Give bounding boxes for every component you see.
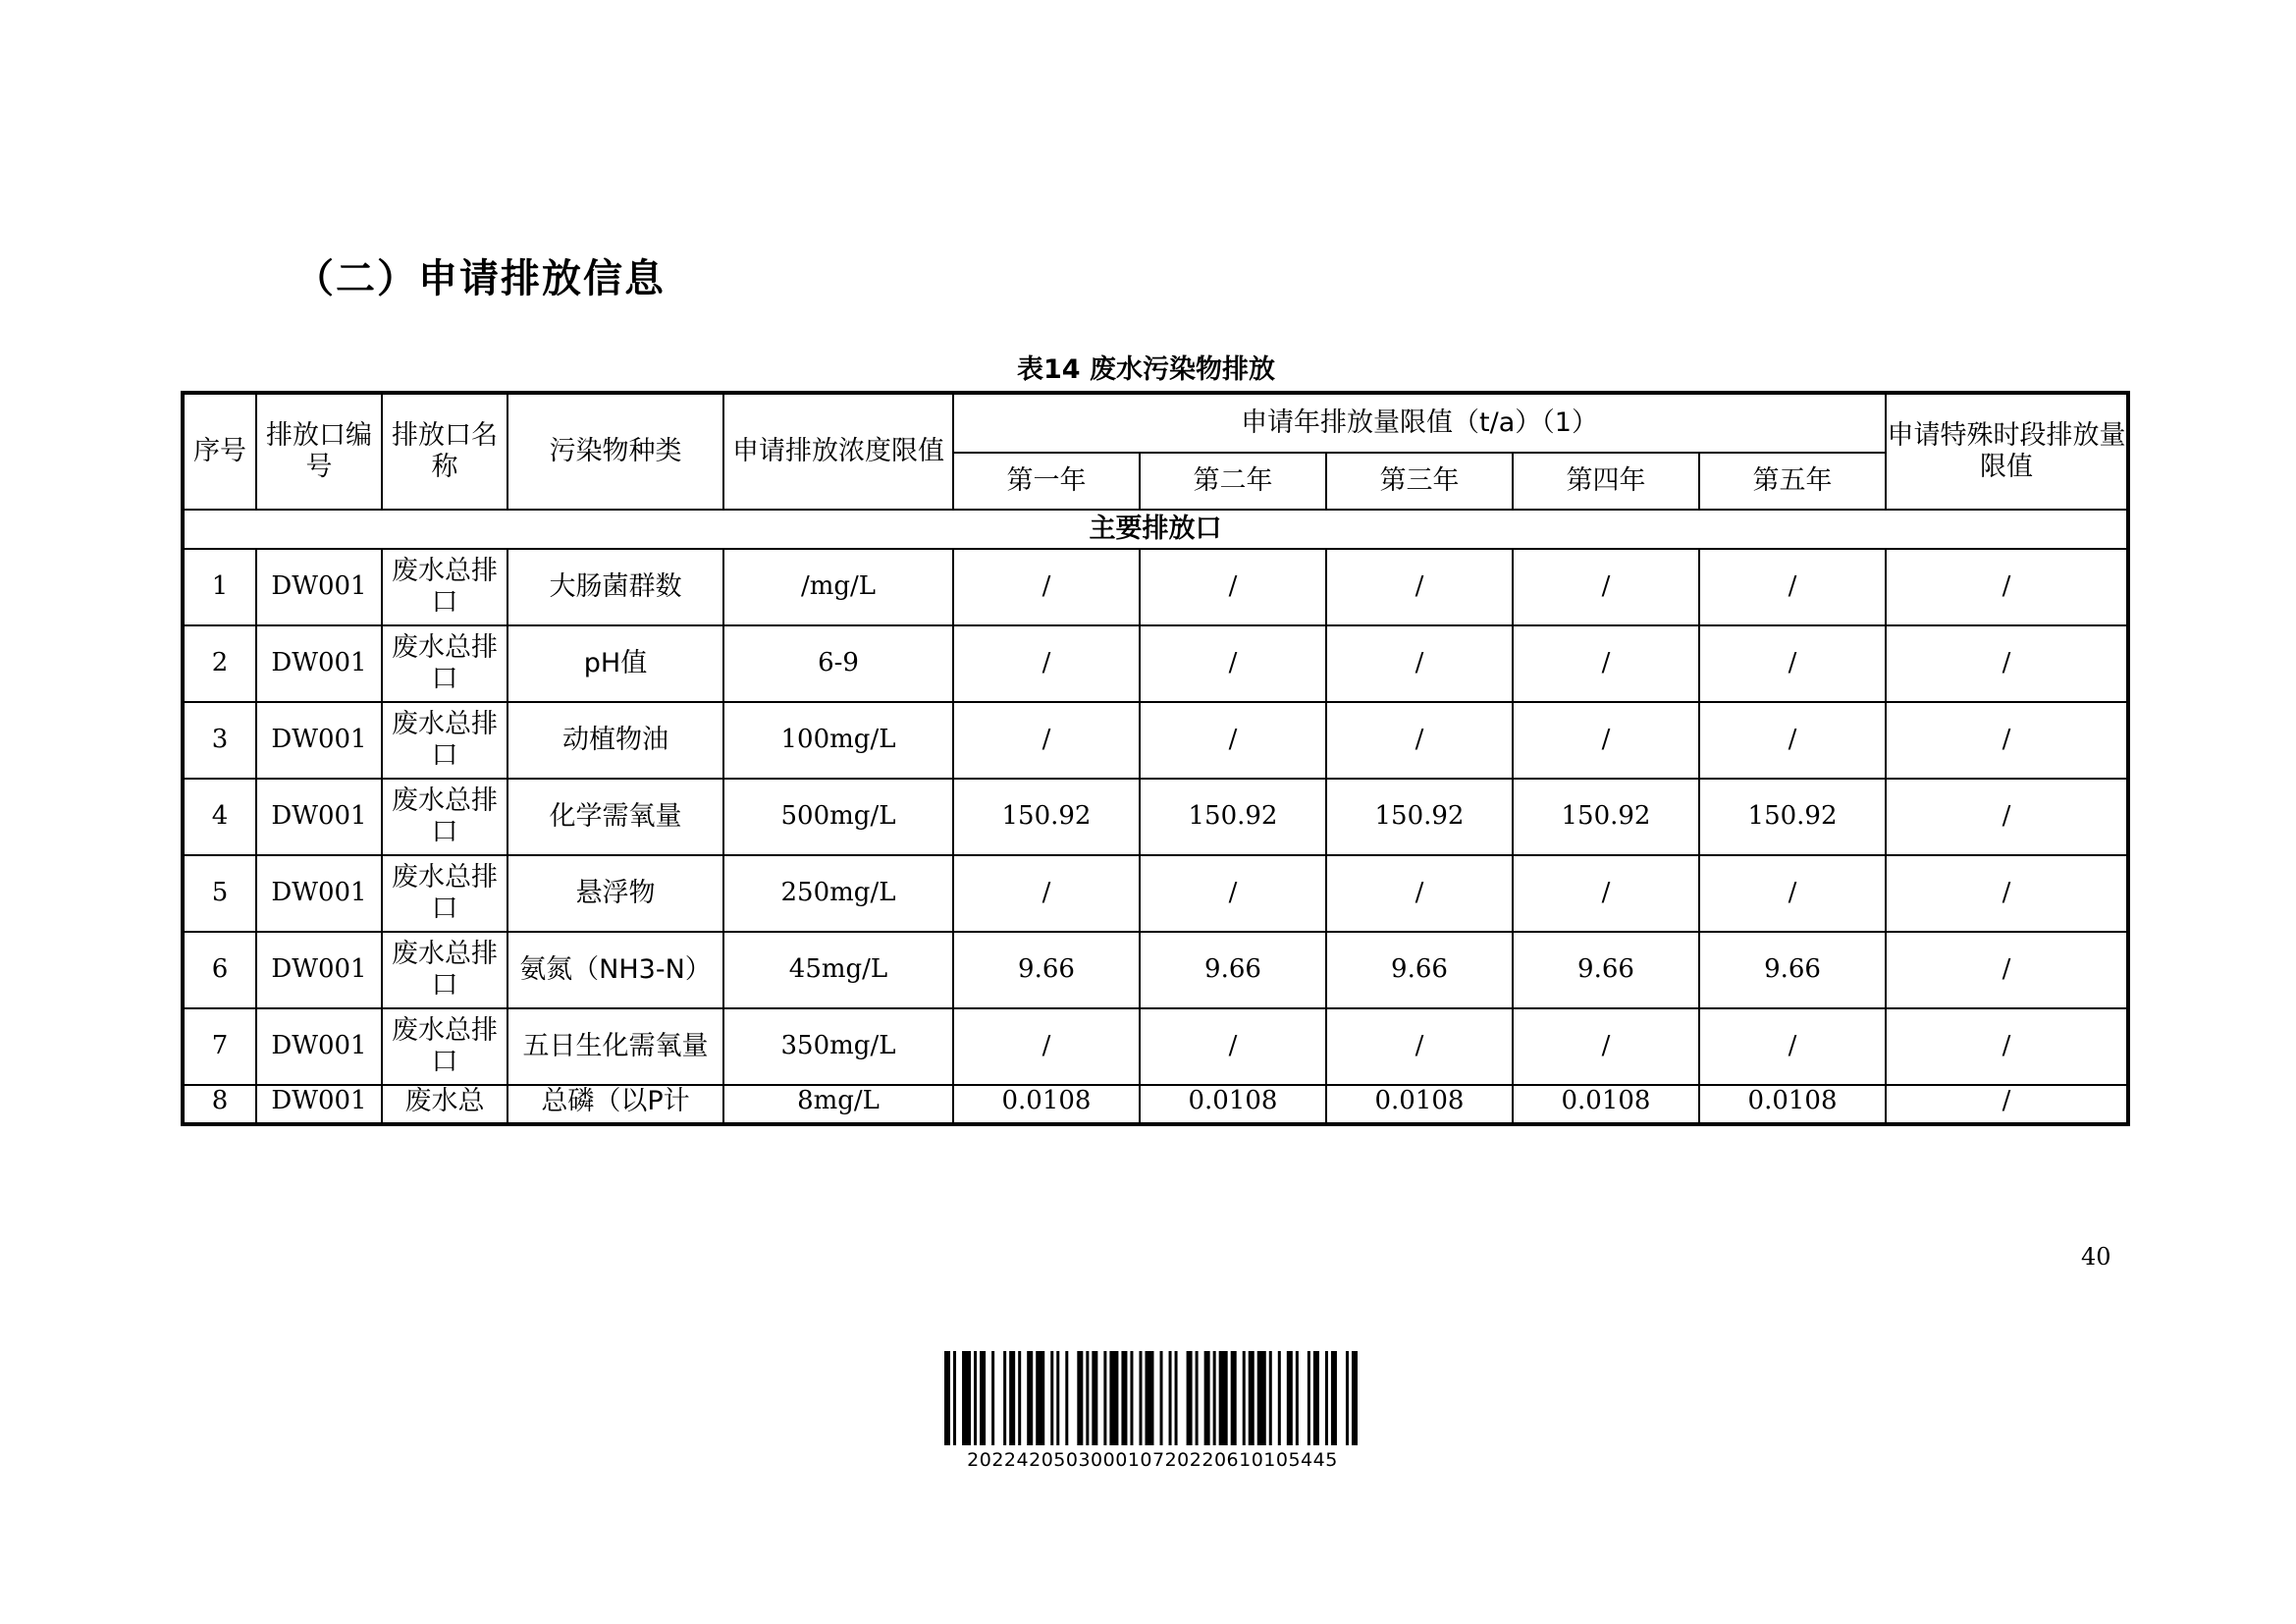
- cell-seq: 2: [183, 625, 256, 702]
- cell-pollutant: 总磷（以P计: [507, 1085, 723, 1124]
- cell-y1: 150.92: [953, 779, 1140, 855]
- cell-pollutant: 大肠菌群数: [507, 549, 723, 625]
- barcode-icon: [944, 1351, 1361, 1445]
- cell-concentration: 8mg/L: [723, 1085, 953, 1124]
- cell-seq: 4: [183, 779, 256, 855]
- cell-seq: 1: [183, 549, 256, 625]
- header-year-5: 第五年: [1699, 453, 1886, 510]
- cell-y1: /: [953, 702, 1140, 779]
- cell-y1: 0.0108: [953, 1085, 1140, 1124]
- cell-y3: 0.0108: [1326, 1085, 1513, 1124]
- cell-seq: 3: [183, 702, 256, 779]
- cell-special: /: [1886, 1008, 2128, 1085]
- cell-y2: /: [1140, 702, 1326, 779]
- header-concentration: 申请排放浓度限值: [723, 393, 953, 510]
- cell-special: /: [1886, 1085, 2128, 1124]
- table-row: [183, 549, 2128, 625]
- cell-y4: 9.66: [1513, 932, 1699, 1008]
- section-heading: （二）申请排放信息: [294, 256, 666, 301]
- header-row-1: [183, 393, 2128, 453]
- cell-y3: 9.66: [1326, 932, 1513, 1008]
- cell-pollutant: pH值: [507, 625, 723, 702]
- cell-outlet-id: DW001: [256, 625, 382, 702]
- cell-outlet-id: DW001: [256, 1085, 382, 1124]
- cell-y3: /: [1326, 1008, 1513, 1085]
- table-row: [183, 702, 2128, 779]
- cell-outlet-id: DW001: [256, 1008, 382, 1085]
- cell-concentration: 100mg/L: [723, 702, 953, 779]
- cell-y2: 0.0108: [1140, 1085, 1326, 1124]
- page-number: 40: [2081, 1243, 2111, 1271]
- header-special: 申请特殊时段排放量限值: [1886, 393, 2128, 510]
- table-row: [183, 1008, 2128, 1085]
- cell-y2: /: [1140, 625, 1326, 702]
- cell-seq: 8: [183, 1085, 256, 1124]
- cell-outlet-name: 废水总排口: [382, 855, 507, 932]
- header-year-2: 第二年: [1140, 453, 1326, 510]
- wastewater-emission-table: [181, 391, 2130, 1126]
- cell-y3: /: [1326, 855, 1513, 932]
- cell-seq: 7: [183, 1008, 256, 1085]
- cell-pollutant: 化学需氧量: [507, 779, 723, 855]
- cell-y4: /: [1513, 1008, 1699, 1085]
- cell-outlet-id: DW001: [256, 702, 382, 779]
- cell-special: /: [1886, 549, 2128, 625]
- table-row: [183, 779, 2128, 855]
- cell-concentration: 250mg/L: [723, 855, 953, 932]
- cell-y2: /: [1140, 549, 1326, 625]
- cell-y1: /: [953, 625, 1140, 702]
- header-outlet-name: 排放口名称: [382, 393, 507, 510]
- barcode-number: 20224205030001072022061010544​5: [967, 1449, 1338, 1471]
- cell-y5: 150.92: [1699, 779, 1886, 855]
- cell-outlet-name: 废水总排口: [382, 932, 507, 1008]
- cell-y1: /: [953, 855, 1140, 932]
- cell-special: /: [1886, 702, 2128, 779]
- cell-pollutant: 悬浮物: [507, 855, 723, 932]
- table-row: [183, 1085, 2128, 1124]
- cell-outlet-name: 废水总排口: [382, 1008, 507, 1085]
- header-year-3: 第三年: [1326, 453, 1513, 510]
- cell-special: /: [1886, 932, 2128, 1008]
- cell-y4: 0.0108: [1513, 1085, 1699, 1124]
- header-pollutant: 污染物种类: [507, 393, 723, 510]
- cell-y4: 150.92: [1513, 779, 1699, 855]
- cell-outlet-name: 废水总排口: [382, 702, 507, 779]
- cell-special: /: [1886, 855, 2128, 932]
- header-year-1: 第一年: [953, 453, 1140, 510]
- section-row-label: 主要排放口: [183, 510, 2128, 549]
- header-outlet-id: 排放口编号: [256, 393, 382, 510]
- cell-seq: 5: [183, 855, 256, 932]
- cell-outlet-name: 废水总排口: [382, 549, 507, 625]
- table-caption: 表14 废水污染物排放: [1017, 354, 1275, 385]
- cell-y2: /: [1140, 855, 1326, 932]
- cell-y2: 150.92: [1140, 779, 1326, 855]
- cell-y5: 9.66: [1699, 932, 1886, 1008]
- cell-y5: /: [1699, 549, 1886, 625]
- cell-y2: /: [1140, 1008, 1326, 1085]
- cell-special: /: [1886, 779, 2128, 855]
- cell-y2: 9.66: [1140, 932, 1326, 1008]
- cell-outlet-name: 废水总排口: [382, 779, 507, 855]
- cell-y4: /: [1513, 855, 1699, 932]
- cell-y4: /: [1513, 625, 1699, 702]
- table-row: [183, 855, 2128, 932]
- cell-y1: /: [953, 1008, 1140, 1085]
- cell-y5: /: [1699, 625, 1886, 702]
- header-annual-group: 申请年排放量限值（t/a）（1）: [953, 393, 1886, 453]
- section-row: [183, 510, 2128, 549]
- cell-concentration: 500mg/L: [723, 779, 953, 855]
- cell-concentration: 45mg/L: [723, 932, 953, 1008]
- cell-outlet-id: DW001: [256, 932, 382, 1008]
- cell-pollutant: 五日生化需氧量: [507, 1008, 723, 1085]
- cell-concentration: 6-9: [723, 625, 953, 702]
- cell-y3: /: [1326, 549, 1513, 625]
- cell-outlet-id: DW001: [256, 779, 382, 855]
- cell-outlet-name: 废水总: [382, 1085, 507, 1124]
- cell-y5: /: [1699, 702, 1886, 779]
- header-year-4: 第四年: [1513, 453, 1699, 510]
- header-seq: 序号: [183, 393, 256, 510]
- cell-concentration: /mg/L: [723, 549, 953, 625]
- cell-special: /: [1886, 625, 2128, 702]
- cell-y3: 150.92: [1326, 779, 1513, 855]
- cell-y1: /: [953, 549, 1140, 625]
- cell-pollutant: 氨氮（NH3-N）: [507, 932, 723, 1008]
- cell-y4: /: [1513, 702, 1699, 779]
- cell-y3: /: [1326, 625, 1513, 702]
- cell-seq: 6: [183, 932, 256, 1008]
- cell-concentration: 350mg/L: [723, 1008, 953, 1085]
- cell-y5: /: [1699, 1008, 1886, 1085]
- cell-outlet-id: DW001: [256, 549, 382, 625]
- cell-outlet-name: 废水总排口: [382, 625, 507, 702]
- cell-outlet-id: DW001: [256, 855, 382, 932]
- cell-y1: 9.66: [953, 932, 1140, 1008]
- cell-y5: 0.0108: [1699, 1085, 1886, 1124]
- table-row: [183, 932, 2128, 1008]
- table-row: [183, 625, 2128, 702]
- cell-y4: /: [1513, 549, 1699, 625]
- cell-pollutant: 动植物油: [507, 702, 723, 779]
- cell-y5: /: [1699, 855, 1886, 932]
- cell-y3: /: [1326, 702, 1513, 779]
